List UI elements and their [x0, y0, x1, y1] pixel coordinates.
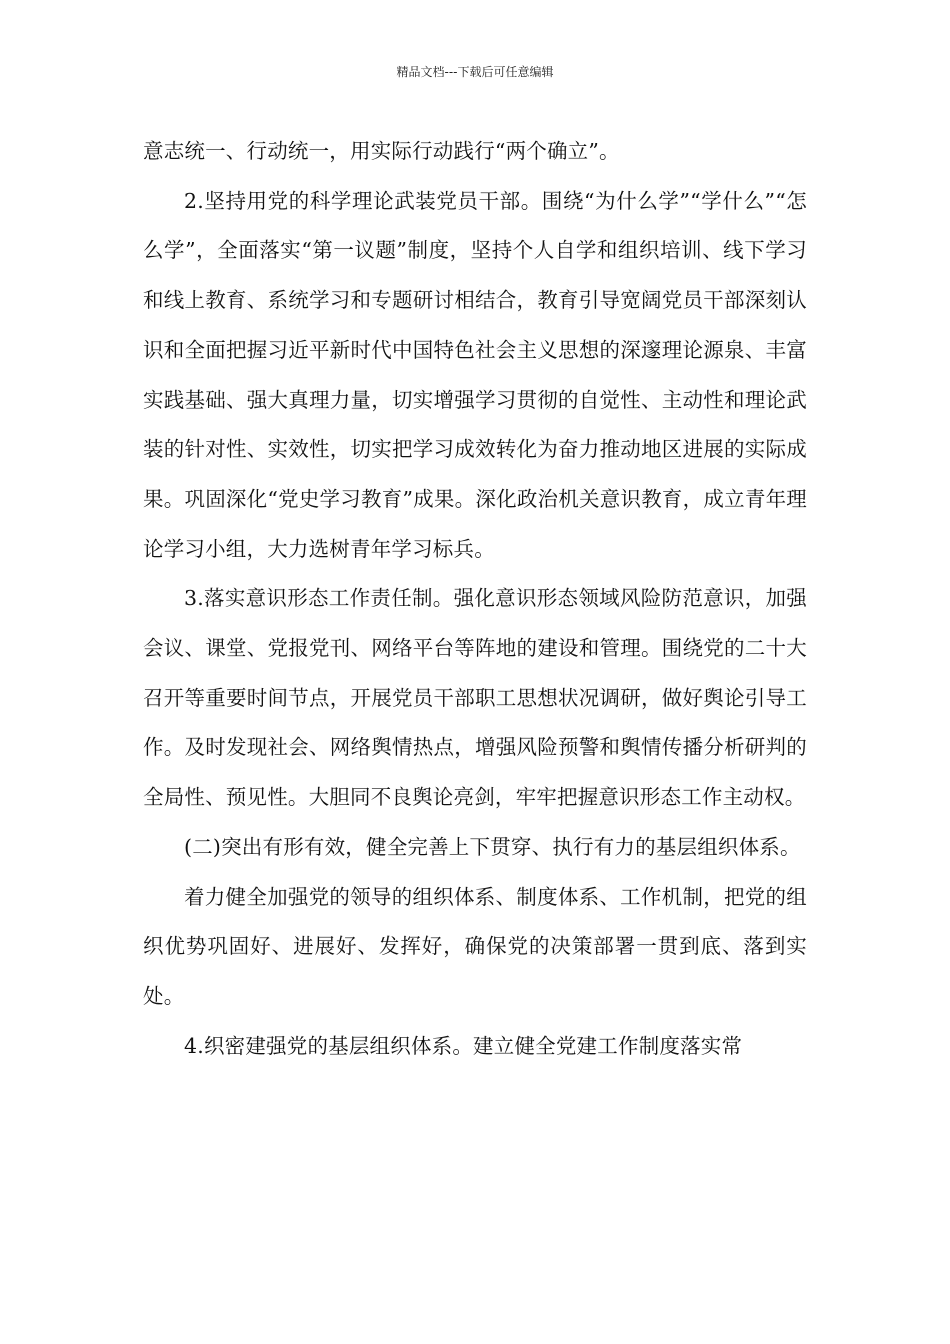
paragraph-continuation: 意志统一、行动统一，用实际行动践行“两个确立”。: [143, 139, 620, 163]
page-header: 精品文档---下载后可任意编辑: [396, 65, 554, 79]
paragraph-item-2: 2.坚持用党的科学理论武装党员干部。围绕“为什么学”“学什么”“怎么学”，全面落实“第一议题”制度，坚持个人自学和组织培训、线下学习和线上教育、系统学习和专题研讨相结合，教育引导宽阔党员干部深刻认识和全面把握习近平新时代中国特色社会主义思想的深邃理论源泉、丰富实践基础、强大真理力量，切实增强学习贯彻的自觉性、主动性和理论武装的针对性、实效性，切实把学习成效转化为奋力推动地区进展的实际成果。巩固深化“党史学习教育”成果。深化政治机关意识教育，成立青年理论学习小组，大力选树青年学习标兵。: [143, 188, 807, 561]
paragraph-item-3: 3.落实意识形态工作责任制。强化意识形态领域风险防范意识，加强会议、课堂、党报党刊、网络平台等阵地的建设和管理。围绕党的二十大召开等重要时间节点，开展党员干部职工思想状况调研，做好舆论引导工作。及时发现社会、网络舆情热点，增强风险预警和舆情传播分析研判的全局性、预见性。大胆同不良舆论亮剑，牢牢把握意识形态工作主动权。: [143, 586, 807, 810]
document-body: [143, 127, 807, 1071]
paragraph-section-intro: 着力健全加强党的领导的组织体系、制度体系、工作机制，把党的组织优势巩固好、进展好、发挥好，确保党的决策部署一贯到底、落到实处。: [143, 884, 807, 1008]
paragraph-item-4: 4.织密建强党的基层组织体系。建立健全党建工作制度落实常: [184, 1033, 743, 1058]
section-heading-2: (二)突出有形有效，健全完善上下贯穿、执行有力的基层组织体系。: [184, 834, 801, 859]
